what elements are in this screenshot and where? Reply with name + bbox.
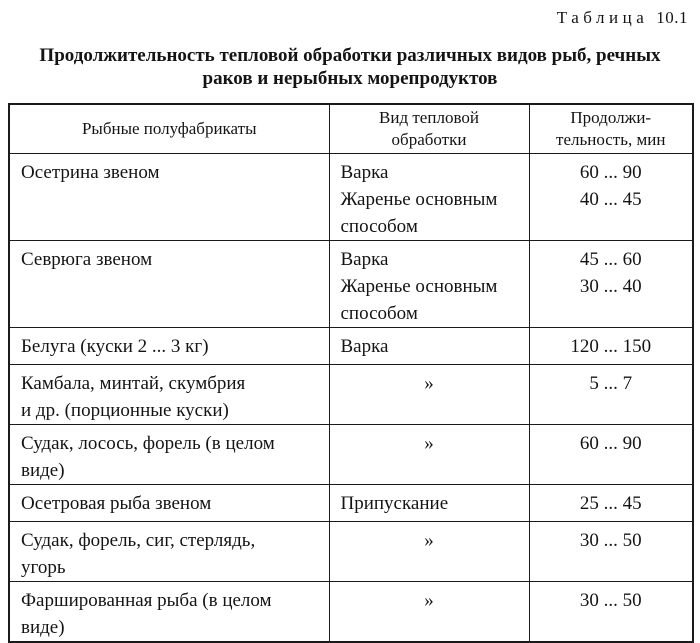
text-line: Осетрина звеном: [21, 162, 160, 183]
text-line: способом: [340, 303, 418, 324]
table-title-line1: Продолжительность тепловой обработки различных видов рыб, речных: [39, 45, 661, 66]
duration-value: 30 ... 50: [579, 590, 642, 611]
header-text: обработки: [391, 130, 467, 149]
text-line: Белуга (куски 2 ... 3 кг): [21, 336, 209, 357]
text-line: Жаренье основным: [340, 276, 498, 297]
method-cell: [329, 154, 529, 241]
table-caption-label: Таблица: [556, 8, 649, 27]
duration-value: 30 ... 50: [579, 530, 642, 551]
table-row: [9, 425, 693, 485]
method-cell: [329, 522, 529, 582]
table-row: [9, 154, 693, 241]
duration-value: 40 ... 45: [579, 189, 642, 210]
duration-cell: [529, 582, 693, 643]
cooking-duration-table: [8, 103, 694, 643]
text-line: Припускание: [340, 493, 449, 514]
header-products: [9, 104, 329, 154]
method-cell: [329, 485, 529, 522]
product-cell: [9, 328, 329, 365]
text-line: виде): [21, 617, 65, 638]
duration-cell: [529, 241, 693, 328]
duration-cell: [529, 522, 693, 582]
duration-cell: [529, 328, 693, 365]
ditto-mark: »: [424, 590, 434, 611]
header-text: тельность, мин: [556, 130, 666, 149]
duration-value: 5 ... 7: [589, 373, 633, 394]
text-line: и др. (порционные куски): [21, 400, 229, 421]
text-line: Варка: [340, 249, 389, 270]
method-cell: [329, 241, 529, 328]
duration-value: 60 ... 90: [579, 433, 642, 454]
method-cell: [329, 425, 529, 485]
text-line: Камбала, минтай, скумбрия: [21, 373, 246, 394]
text-line: Судак, форель, сиг, стерлядь,: [21, 530, 256, 551]
table-row: [9, 582, 693, 643]
duration-cell: [529, 425, 693, 485]
duration-value: 25 ... 45: [579, 493, 642, 514]
duration-value: 30 ... 40: [579, 276, 642, 297]
header-method: [329, 104, 529, 154]
method-cell: [329, 365, 529, 425]
ditto-mark: »: [424, 373, 434, 394]
duration-cell: [529, 485, 693, 522]
product-cell: [9, 522, 329, 582]
product-cell: [9, 241, 329, 328]
table-row: [9, 522, 693, 582]
text-line: Жаренье основным: [340, 189, 498, 210]
text-line: Фаршированная рыба (в целом: [21, 590, 272, 611]
duration-cell: [529, 154, 693, 241]
table-caption-number: 10.1: [656, 8, 688, 27]
table-row: [9, 241, 693, 328]
ditto-mark: »: [424, 530, 434, 551]
table-caption: [557, 8, 688, 28]
ditto-mark: »: [424, 433, 434, 454]
table-title: [0, 44, 700, 90]
text-line: угорь: [21, 557, 66, 578]
text-line: виде): [21, 460, 65, 481]
header-duration: [529, 104, 693, 154]
text-line: Судак, лосось, форель (в целом: [21, 433, 275, 454]
product-cell: [9, 425, 329, 485]
header-text: Вид тепловой: [379, 108, 479, 127]
duration-value: 45 ... 60: [579, 249, 642, 270]
method-cell: [329, 582, 529, 643]
text-line: Варка: [340, 162, 389, 183]
text-line: Варка: [340, 336, 389, 357]
duration-cell: [529, 365, 693, 425]
table-title-line2: раков и нерыбных морепродуктов: [202, 68, 498, 89]
duration-value: 120 ... 150: [570, 336, 652, 357]
table-row: [9, 485, 693, 522]
method-cell: [329, 328, 529, 365]
text-line: Севрюга звеном: [21, 249, 153, 270]
product-cell: [9, 485, 329, 522]
product-cell: [9, 154, 329, 241]
table-header-row: [9, 104, 693, 154]
product-cell: [9, 582, 329, 643]
product-cell: [9, 365, 329, 425]
text-line: Осетровая рыба звеном: [21, 493, 212, 514]
duration-value: 60 ... 90: [579, 162, 642, 183]
table-row: [9, 365, 693, 425]
header-text: Продолжи-: [570, 108, 652, 127]
header-text: Рыбные полуфабрикаты: [81, 119, 257, 138]
table-row: [9, 328, 693, 365]
text-line: способом: [340, 216, 418, 237]
